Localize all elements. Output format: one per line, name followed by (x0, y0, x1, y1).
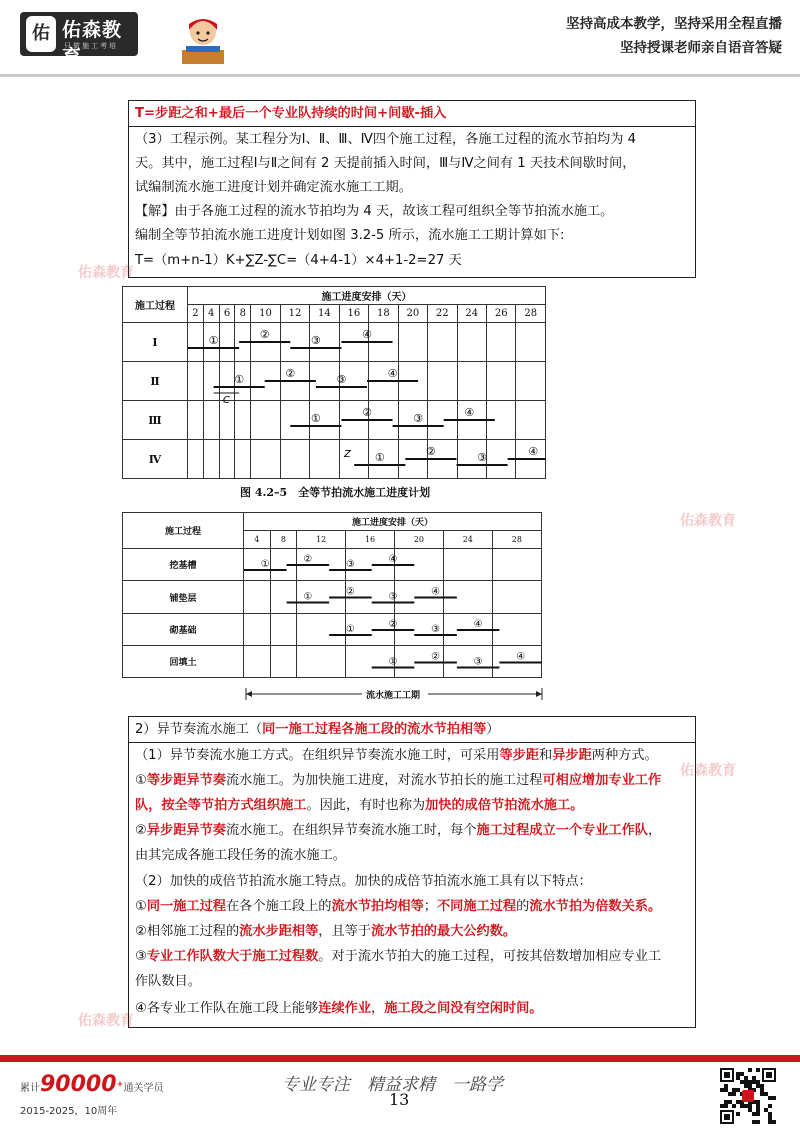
segment-label: ① (388, 656, 398, 668)
section-title (135, 720, 499, 740)
day-tick: 26 (487, 305, 516, 323)
day-tick: 20 (398, 305, 427, 323)
emphasis-text: 连续作业 (318, 1001, 372, 1016)
segment-label: ② (285, 367, 296, 380)
plain-text: ，且等于 (318, 924, 372, 939)
day-tick: 10 (251, 305, 280, 323)
emphasis-text: 施工过程成立一个专业工作队 (476, 823, 648, 838)
c-label: C (222, 395, 230, 406)
segment-label: ③ (413, 412, 424, 425)
logo-mark-icon: 佑 (26, 16, 56, 52)
segment-label: ④ (431, 586, 441, 598)
corner-label: 施工过程 (123, 513, 244, 549)
day-tick: 4 (244, 531, 271, 549)
title-suffix: ） (486, 722, 500, 737)
day-tick: 24 (443, 531, 492, 549)
process-label: 挖基槽 (123, 549, 244, 581)
paragraph-line (135, 872, 592, 892)
day-tick: 8 (235, 305, 251, 323)
segment-label: ④ (387, 367, 398, 380)
text-line: 编制全等节拍流水施工进度计划如图 3.2-5 所示，流水施工工期计算如下: (135, 228, 565, 243)
text-line: 天。其中，施工过程Ⅰ与Ⅱ之间有 2 天提前插入时间，Ⅲ与Ⅳ之间有 1 天技术间歇时间， (135, 156, 636, 171)
emphasis-text: 流水节拍的最大公约数。 (371, 924, 517, 939)
plain-text: ③ (135, 949, 147, 964)
day-tick: 16 (339, 305, 368, 323)
divider (129, 742, 695, 743)
day-tick: 6 (219, 305, 235, 323)
process-label: 砌基础 (123, 613, 244, 645)
header-divider (0, 74, 800, 77)
day-tick: 24 (457, 305, 486, 323)
plain-text: ① (135, 899, 147, 914)
plain-text: 。对于流水节拍大的施工过程，可按其倍数增加相应专业工 (318, 949, 662, 964)
segment-label: ① (345, 624, 355, 635)
emphasis-text: 可相应增加专业工作 (542, 773, 662, 788)
plain-text: （1）异节奏流水施工方式。在组织异节奏流水施工时，可采用 (135, 748, 500, 763)
plain-text: ② (135, 823, 147, 838)
stat-suffix: 通关学员 (123, 1083, 164, 1094)
total-duration-label: 流水施工工期 (366, 691, 421, 701)
paragraph-line (135, 796, 583, 816)
text-line: （3）工程示例。某工程分为Ⅰ、Ⅱ、Ⅲ、Ⅳ四个施工过程，各施工过程的流水节拍均为 4 (135, 132, 636, 147)
paragraph-line (135, 771, 661, 791)
plain-text: 在各个施工段上的 (225, 899, 332, 914)
emphasis-text: 异步距异节奏 (146, 823, 226, 838)
day-tick: 14 (310, 305, 339, 323)
day-tick: 22 (428, 305, 457, 323)
segment-label: ④ (362, 328, 372, 341)
segment-label: ② (345, 586, 355, 598)
title-prefix: 2）异节奏流水施工（ (135, 722, 263, 737)
text-line: 【解】由于各施工过程的流水节拍均为 4 天，故该工程可组织全等节拍流水施工。 (135, 204, 614, 219)
plain-text: ① (135, 773, 147, 788)
paragraph-line (135, 972, 201, 992)
brand-logo (20, 12, 138, 68)
segment-label: ① (234, 373, 245, 386)
paragraph-line (135, 922, 516, 942)
emphasis-text: 等步距异节奏 (146, 773, 226, 788)
day-tick: 2 (188, 305, 204, 323)
paragraph-line (135, 746, 658, 766)
handwritten-motto: 专业专注 精益求精 一路学 (282, 1075, 503, 1095)
emphasis-text: 同一施工过程 (146, 899, 226, 914)
plain-text: ， (647, 823, 662, 838)
segment-label: ② (388, 619, 398, 630)
segment-label: ④ (464, 406, 475, 419)
paragraph-line (135, 947, 661, 967)
day-tick: 28 (516, 305, 546, 323)
segment-label: ③ (345, 559, 355, 570)
segment-label: ④ (516, 651, 526, 663)
day-tick: 12 (280, 305, 309, 323)
formula-heading: T=步距之和+最后一个专业队持续的时间+间歇-插入 (135, 106, 447, 121)
paragraph-line (135, 846, 346, 866)
watermark: 佑森教育 (78, 265, 134, 281)
emphasis-text: 流水节拍均相等 (331, 899, 424, 914)
z-label: Z (343, 449, 351, 460)
plain-text: 的 (516, 899, 530, 914)
chart-1-caption: 图 4.2–5 全等节拍流水施工进度计划 (240, 486, 431, 499)
schedule-header: 施工进度安排（天） (188, 287, 546, 305)
stat-plus: + (116, 1078, 124, 1089)
segment-label: ② (431, 651, 441, 663)
plain-text: 由其完成各施工段任务的流水施工。 (135, 848, 346, 863)
segment-label: ④ (473, 619, 483, 630)
emphasis-text: 异步距 (552, 748, 592, 763)
day-tick: 4 (203, 305, 219, 323)
footer-stat (20, 1072, 164, 1097)
watermark: 佑森教育 (78, 1013, 134, 1029)
segment-label: ④ (528, 445, 539, 458)
day-tick: 12 (297, 531, 346, 549)
segment-label: ① (303, 591, 313, 603)
segment-label: ② (259, 328, 270, 341)
page-number: 13 (389, 1090, 410, 1109)
text-line: T=（m+n-1）K+∑Z-∑C=（4+4-1）×4+1-2=27 天 (135, 253, 462, 268)
segment-label: ① (310, 412, 321, 425)
schedule-chart-1 (122, 286, 546, 478)
segment-label: ③ (473, 656, 483, 668)
segment-label: ③ (388, 591, 398, 603)
process-label: 回填土 (123, 645, 244, 677)
emphasis-text: 流水步距相等 (239, 924, 319, 939)
day-tick: 28 (492, 531, 541, 549)
paragraph-line (135, 821, 661, 841)
plain-text: ， (371, 1001, 385, 1016)
segment-label: ③ (477, 451, 488, 464)
page-header (0, 0, 800, 80)
plain-text: 流水施工。为加快施工进度，对流水节拍长的施工过程 (225, 773, 543, 788)
plain-text: ②相邻施工过程的 (135, 924, 240, 939)
plain-text: 作队数目。 (135, 974, 201, 989)
emphasis-text: 等步距 (499, 748, 540, 763)
segment-label: ① (260, 559, 270, 570)
footer-band (0, 1055, 800, 1062)
process-label: 铺垫层 (123, 581, 244, 613)
plain-text: 两种方式。 (591, 748, 658, 763)
corner-label: 施工过程 (123, 287, 188, 323)
footer-years: 2015-2025，10周年 (20, 1106, 118, 1117)
emphasis-text: 加快的成倍节拍流水施工。 (425, 798, 584, 813)
divider (129, 126, 695, 127)
segment-label: ③ (431, 624, 441, 635)
segment-label: ① (374, 451, 385, 464)
segment-label: ③ (310, 334, 321, 347)
slogan-line-2: 坚持授课老师亲自语音答疑 (620, 40, 782, 56)
process-label: Ⅲ (123, 401, 188, 440)
segment-label: ① (208, 334, 219, 347)
day-tick: 18 (369, 305, 398, 323)
watermark: 佑森教育 (680, 763, 736, 779)
section-box (128, 716, 696, 1028)
day-tick: 8 (270, 531, 297, 549)
segment-label: ② (303, 554, 313, 565)
segment-label: ② (425, 445, 436, 458)
segment-label: ③ (336, 373, 347, 386)
slogan-line-1: 坚持高成本教学，坚持采用全程直播 (566, 16, 782, 32)
plain-text: 和 (539, 748, 553, 763)
process-label: Ⅱ (123, 362, 188, 401)
paragraph-line (135, 999, 542, 1019)
segment-label: ② (362, 406, 372, 419)
schedule-header: 施工进度安排（天） (244, 513, 542, 531)
segment-label: ④ (388, 554, 398, 565)
plain-text: ④各专业工作队在施工段上能够 (135, 1001, 319, 1016)
logo-text: 佑森教育 (62, 19, 123, 68)
process-label: Ⅰ (123, 323, 188, 362)
logo-subtitle: 只做施工考培 (64, 42, 118, 50)
emphasis-text: 不同施工过程 (436, 899, 517, 914)
day-tick: 20 (395, 531, 444, 549)
paragraph-line (135, 897, 661, 917)
emphasis-text: 专业工作队数大于施工过程数 (146, 949, 319, 964)
emphasis-text: 流水节拍为倍数关系。 (529, 899, 662, 914)
plain-text: 。因此，有时也称为 (306, 798, 426, 813)
title-emphasis: 同一施工过程各施工段的流水节拍相等 (262, 722, 487, 737)
emphasis-text: 施工段之间没有空闲时间。 (384, 1001, 543, 1016)
stat-count: 90000 (40, 1072, 117, 1097)
process-label: Ⅳ (123, 440, 188, 479)
emphasis-text: 队，按全等节拍方式组织施工 (135, 798, 307, 813)
chart-1-bars (122, 286, 546, 478)
schedule-chart-2 (122, 512, 542, 678)
day-tick: 16 (346, 531, 395, 549)
mascot-icon (178, 10, 228, 66)
watermark: 佑森教育 (680, 513, 736, 529)
stat-prefix: 累计 (20, 1083, 40, 1094)
example-box (128, 100, 696, 278)
qr-code-icon (718, 1066, 778, 1126)
plain-text: （2）加快的成倍节拍流水施工特点。加快的成倍节拍流水施工具有以下特点： (135, 874, 592, 889)
chart-2-bars (122, 512, 542, 678)
plain-text: ； (423, 899, 437, 914)
text-line: 试编制流水施工进度计划并确定流水施工工期。 (135, 180, 412, 195)
plain-text: 流水施工。在组织异节奏流水施工时，每个 (225, 823, 477, 838)
